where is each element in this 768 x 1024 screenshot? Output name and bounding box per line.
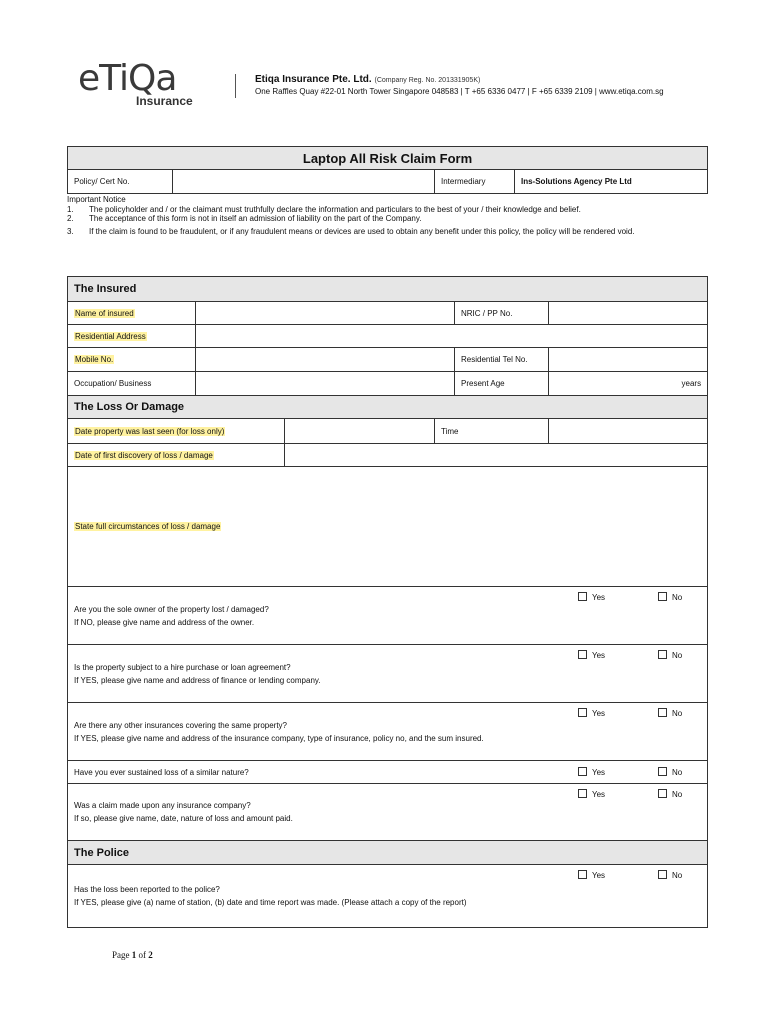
company-address: One Raffles Quay #22-01 North Tower Singapore 048583 | T +65 6336 0477 | F +65 6339 2109 | www.etiqa.com.sg (255, 87, 664, 96)
time-input[interactable] (549, 419, 708, 444)
age-label: Present Age (455, 372, 549, 396)
yes-option[interactable]: Yes (578, 870, 605, 880)
time-label: Time (435, 419, 549, 444)
notice-heading: Important Notice (67, 195, 126, 204)
company-name: Etiqa Insurance Pte. Ltd. (255, 74, 372, 85)
name-label: Name of insured (68, 302, 196, 325)
form-title-table (67, 146, 708, 194)
no-option[interactable]: No (658, 708, 682, 718)
checkbox-icon[interactable] (578, 789, 587, 798)
age-input[interactable] (549, 372, 708, 396)
question-similar-loss: Have you ever sustained loss of a similar nature? Yes No (68, 761, 708, 784)
address-label: Residential Address (68, 325, 196, 348)
checkbox-icon[interactable] (658, 592, 667, 601)
address-input[interactable] (196, 325, 708, 348)
question-hire-purchase: Is the property subject to a hire purchase or loan agreement? If YES, please give name and address of finance or lending company. Yes No (68, 645, 708, 703)
last-seen-input[interactable] (285, 419, 435, 444)
etiqa-logo (78, 58, 218, 114)
yes-option[interactable]: Yes (578, 650, 605, 660)
nric-label: NRIC / PP No. (455, 302, 549, 325)
circumstances-label: State full circumstances of loss / damage (75, 522, 221, 531)
yes-option[interactable]: Yes (578, 767, 605, 777)
question-other-insurance: Are there any other insurances covering the same property? If YES, please give name and address of the insurance company, type of insurance, policy no, and the sum insured. Yes No (68, 703, 708, 761)
mobile-label: Mobile No. (68, 348, 196, 372)
company-reg: (Company Reg. No. 201331905K) (374, 77, 481, 84)
important-notice (67, 195, 667, 236)
no-option[interactable]: No (658, 767, 682, 777)
logo-subtext: Insurance (136, 94, 193, 108)
checkbox-icon[interactable] (658, 767, 667, 776)
section-insured: The Insured (68, 277, 708, 302)
no-option[interactable]: No (658, 592, 682, 602)
checkbox-icon[interactable] (658, 789, 667, 798)
notice-item: 3. If the claim is found to be fraudulent, or if any fraudulent means or devices are used to obtain any benefit under this policy, the policy will be rendered void. (67, 226, 635, 236)
section-loss: The Loss Or Damage (68, 396, 708, 419)
checkbox-icon[interactable] (658, 650, 667, 659)
header-divider (235, 74, 236, 98)
yes-option[interactable]: Yes (578, 789, 605, 799)
res-tel-label: Residential Tel No. (455, 348, 549, 372)
occupation-label: Occupation/ Business (68, 372, 196, 396)
mobile-input[interactable] (196, 348, 455, 372)
no-option[interactable]: No (658, 789, 682, 799)
claim-form-table (67, 276, 708, 928)
checkbox-icon[interactable] (658, 708, 667, 717)
notice-item: 1. The policyholder and / or the claimant must truthfully declare the information and particulars to the best of your / their knowledge and belief. (67, 204, 581, 214)
intermediary-value: Ins-Solutions Agency Pte Ltd (515, 170, 708, 194)
question-previous-claim: Was a claim made upon any insurance company? If so, please give name, date, nature of loss and amount paid. Yes No (68, 784, 708, 841)
checkbox-icon[interactable] (578, 708, 587, 717)
no-option[interactable]: No (658, 870, 682, 880)
form-title: Laptop All Risk Claim Form (68, 147, 708, 170)
question-sole-owner: Are you the sole owner of the property lost / damaged? If NO, please give name and address of the owner. Yes No (68, 587, 708, 645)
policy-label: Policy/ Cert No. (68, 170, 173, 194)
yes-option[interactable]: Yes (578, 708, 605, 718)
occupation-input[interactable] (196, 372, 455, 396)
notice-item: 2. The acceptance of this form is not in itself an admission of liability on the part of the Company. (67, 214, 422, 223)
nric-input[interactable] (549, 302, 708, 325)
age-unit: years (681, 379, 702, 388)
discovery-input[interactable] (285, 444, 708, 467)
name-input[interactable] (196, 302, 455, 325)
checkbox-icon[interactable] (578, 870, 587, 879)
circumstances-field[interactable] (68, 467, 708, 587)
checkbox-icon[interactable] (658, 870, 667, 879)
res-tel-input[interactable] (549, 348, 708, 372)
logo-text: eTiQa (78, 58, 177, 99)
question-police-report: Has the loss been reported to the police? If YES, please give (a) name of station, (b) date and time report was made. (Please attach a copy of the report) Yes No (68, 865, 708, 928)
last-seen-label: Date property was last seen (for loss only) (68, 419, 285, 444)
section-police: The Police (68, 841, 708, 865)
no-option[interactable]: No (658, 650, 682, 660)
checkbox-icon[interactable] (578, 592, 587, 601)
policy-input[interactable] (173, 170, 435, 194)
checkbox-icon[interactable] (578, 650, 587, 659)
intermediary-label: Intermediary (435, 170, 515, 194)
company-name-line (255, 74, 480, 85)
yes-option[interactable]: Yes (578, 592, 605, 602)
checkbox-icon[interactable] (578, 767, 587, 776)
discovery-label: Date of first discovery of loss / damage (68, 444, 285, 467)
page-number: Page 1 of 2 (112, 950, 153, 960)
